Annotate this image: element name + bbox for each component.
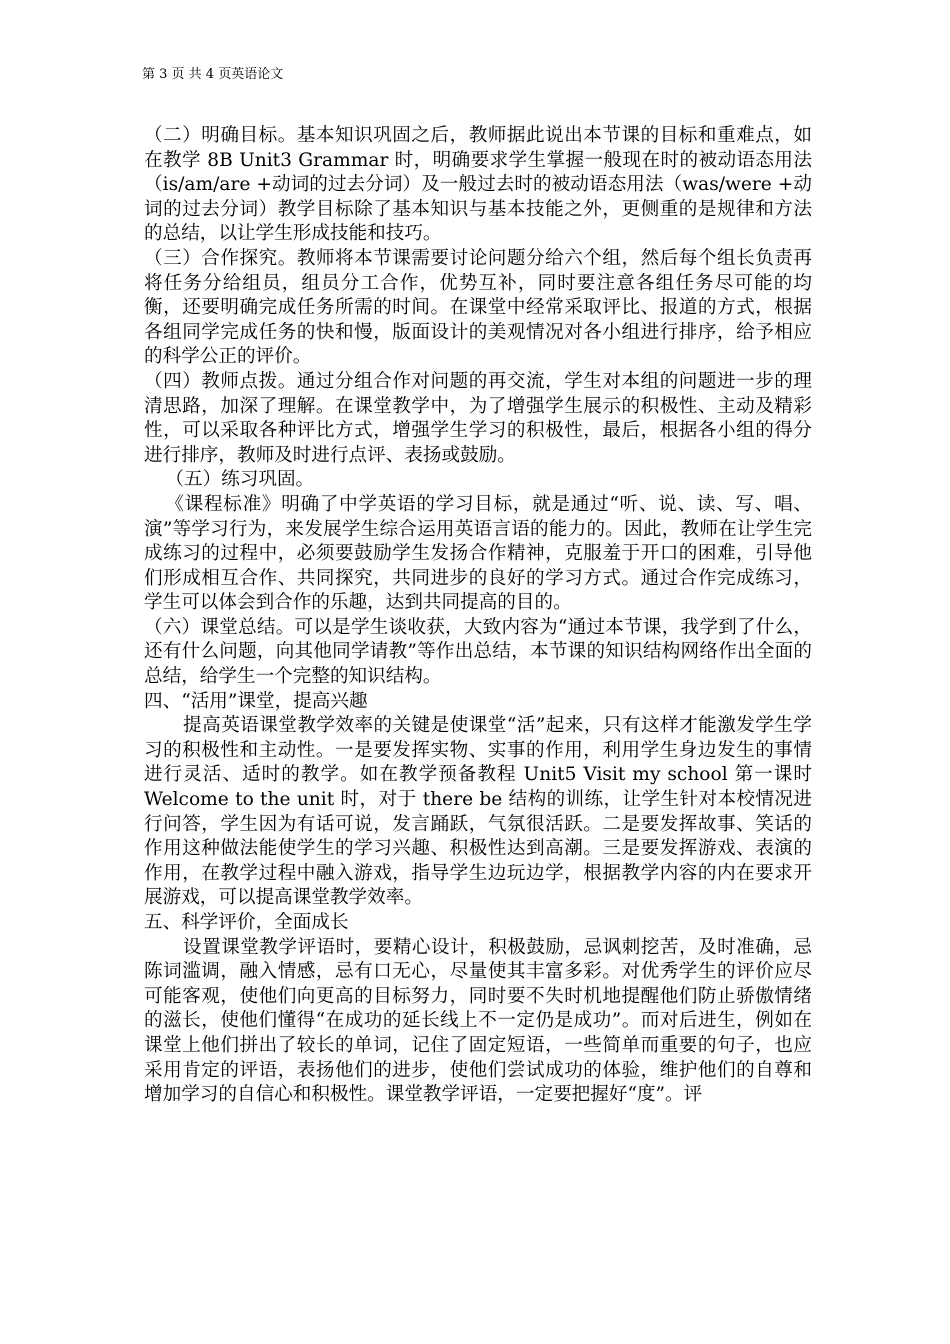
paragraph-summary: （六）课堂总结。可以是学生谈收获，大致内容为“通过本节课，我学到了什么，还有什么问题，向其他同学请教”等作出总结，本节课的知识结构网络作出全面的总结，给学生一个完整的知识结构。: [144, 616, 812, 688]
paragraph-cooperation: （三）合作探究。教师将本节课需要讨论问题分给六个组，然后每个组长负责再将任务分给组员，组员分工合作，优势互补，同时要注意各组任务尽可能的均衡，还要明确完成任务所需的时间。在课堂中经常采取评比、报道的方式，根据各组同学完成任务的快和慢，版面设计的美观情况对各小组进行排序，给予相应的科学公正的评价。: [144, 247, 812, 368]
page-header: 第 3 页 共 4 页英语论文: [142, 67, 284, 82]
section-heading-four: 四、“活用”课堂，提高兴趣: [144, 690, 368, 712]
paragraph-practice-heading: （五）练习巩固。: [165, 469, 315, 491]
document-body: [144, 124, 812, 1108]
paragraph-lively-classroom: 提高英语课堂教学效率的关键是使课堂“活”起来，只有这样才能激发学生学习的积极性和主动性。一是要发挥实物、实事的作用，利用学生身边发生的事情进行灵活、适时的教学。如在教学预备教程 Unit5 Visit my school 第一课时 Welcome to the unit 时，对于 there be 结构的训练，让学生针对本校情况进行问答，学生因为有话可说，发言踊跃，气氛很活跃。二是要发挥故事、笑话的作用这种做法能使学生的学习兴趣、积极性达到高潮。三是要发挥游戏、表演的作用，在教学过程中融入游戏，指导学生边玩边学，根据教学内容的内在要求开展游戏，可以提高课堂教学效率。: [144, 715, 812, 909]
paragraph-goals: （二）明确目标。基本知识巩固之后，教师据此说出本节课的目标和重难点，如在教学 8B Unit3 Grammar 时，明确要求学生掌握一般现在时的被动语态用法（is/am/are +动词的过去分词）及一般过去时的被动语态用法（was/were +动词的过去分词）教学目标除了基本知识与基本技能之外，更侧重的是规律和方法的总结，以让学生形成技能和技巧。: [144, 125, 812, 245]
paragraph-curriculum-standard: 《课程标准》明确了中学英语的学习目标，就是通过“听、说、读、写、唱、演”等学习行为，来发展学生综合运用英语言语的能力的。因此，教师在让学生完成练习的过程中，必须要鼓励学生发扬合作精神，克服羞于开口的困难，引导他们形成相互合作、共同探究，共同进步的良好的学习方式。通过合作完成练习，学生可以体会到合作的乐趣，达到共同提高的目的。: [144, 493, 812, 614]
section-heading-five: 五、科学评价，全面成长: [144, 912, 349, 933]
paragraph-teacher-guidance: （四）教师点拨。通过分组合作对问题的再交流，学生对本组的问题进一步的理清思路，加深了理解。在课堂教学中，为了增强学生展示的积极性、主动及精彩性，可以采取各种评比方式，增强学生学习的积极性，最后，根据各小组的得分进行排序，教师及时进行点评、表扬或鼓励。: [144, 370, 812, 466]
paragraph-evaluation: 设置课堂教学评语时，要精心设计，积极鼓励，忌讽刺挖苦，及时准确，忌陈词滥调，融入情感，忌有口无心，尽量使其丰富多彩。对优秀学生的评价应尽可能客观，使他们向更高的目标努力，同时要不失时机地提醒他们防止骄傲情绪的滋长，使他们懂得“在成功的延长线上不一定仍是成功”。而对后进生，例如在课堂上他们拼出了较长的单词，记住了固定短语，一些简单而重要的句子，也应采用肯定的评语，表扬他们的进步，使他们尝试成功的体验，维护他们的自尊和增加学习的自信心和积极性。课堂教学评语，一定要把握好“度”。评: [144, 936, 812, 1106]
